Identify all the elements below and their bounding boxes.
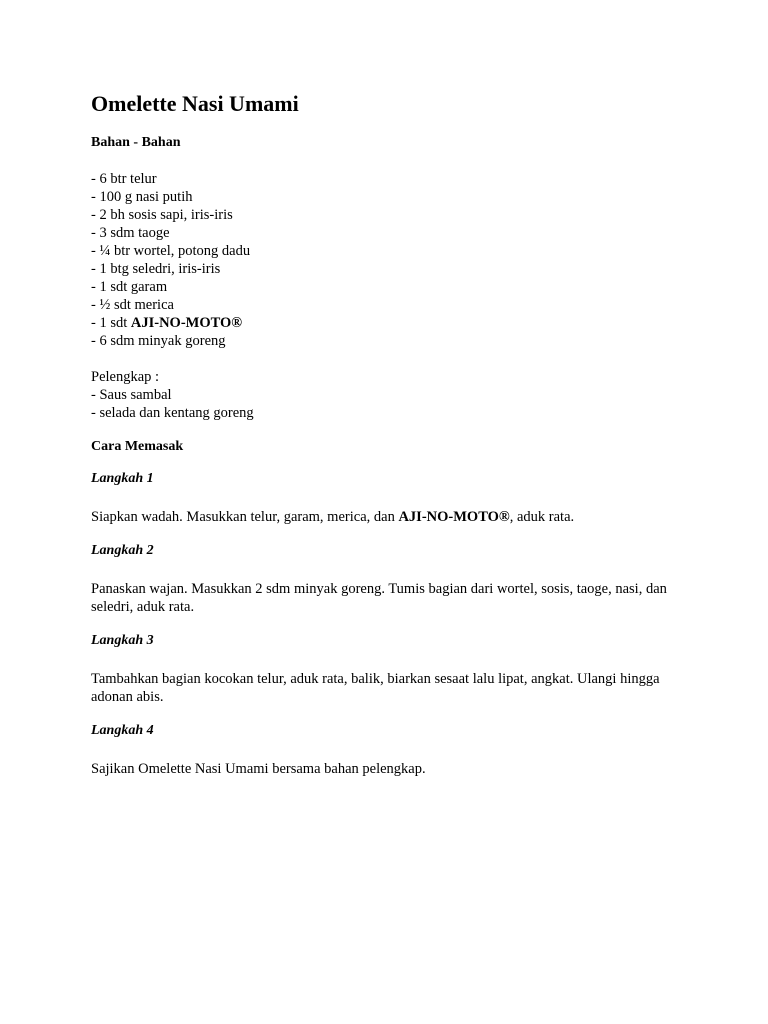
ingredients-heading: Bahan - Bahan <box>91 135 181 150</box>
brand-name: AJI-NO-MOTO® <box>398 509 510 525</box>
list-item: - 6 btr telur <box>91 171 157 187</box>
step-3 <box>91 632 691 706</box>
list-item: - Saus sambal <box>91 387 172 403</box>
list-item: - 6 sdm minyak goreng <box>91 333 226 349</box>
ingredients-list <box>91 170 691 350</box>
step-title: Langkah 3 <box>91 633 154 648</box>
page-title: Omelette Nasi Umami <box>91 91 299 116</box>
step-title: Langkah 1 <box>91 471 154 486</box>
ingredient-prefix: - 1 sdt <box>91 315 131 331</box>
step-text-end: , aduk rata. <box>509 509 575 525</box>
step-text <box>91 508 691 526</box>
step-text: Panaskan wajan. Masukkan 2 sdm minyak goreng. Tumis bagian dari wortel, sosis, taoge, nasi, dan seledri, aduk rata. <box>91 581 667 615</box>
list-item: - selada dan kentang goreng <box>91 405 254 421</box>
complements-list <box>91 368 691 422</box>
list-item: - ¼ btr wortel, potong dadu <box>91 243 251 259</box>
brand-name: AJI-NO-MOTO® <box>130 315 243 331</box>
step-text: Tambahkan bagian kocokan telur, aduk rata, balik, biarkan sesaat lalu lipat, angkat. Ulangi hingga adonan abis. <box>91 671 660 705</box>
step-1 <box>91 470 691 526</box>
list-item: - 3 sdm taoge <box>91 225 170 241</box>
list-item: - ½ sdt merica <box>91 297 174 313</box>
step-2 <box>91 542 691 616</box>
step-text-start: Siapkan wadah. Masukkan telur, garam, merica, dan <box>91 509 399 525</box>
step-title: Langkah 4 <box>91 723 154 738</box>
steps-heading: Cara Memasak <box>91 439 184 454</box>
list-item: - 100 g nasi putih <box>91 189 193 205</box>
step-text: Sajikan Omelette Nasi Umami bersama bahan pelengkap. <box>91 761 426 777</box>
complement-label: Pelengkap : <box>91 369 160 385</box>
recipe-document <box>91 90 691 778</box>
list-item: - 2 bh sosis sapi, iris-iris <box>91 207 233 223</box>
list-item: - 1 sdt garam <box>91 279 168 295</box>
list-item: - 1 btg seledri, iris-iris <box>91 261 221 277</box>
list-item-brand <box>91 314 691 332</box>
step-title: Langkah 2 <box>91 543 154 558</box>
step-4 <box>91 722 691 778</box>
